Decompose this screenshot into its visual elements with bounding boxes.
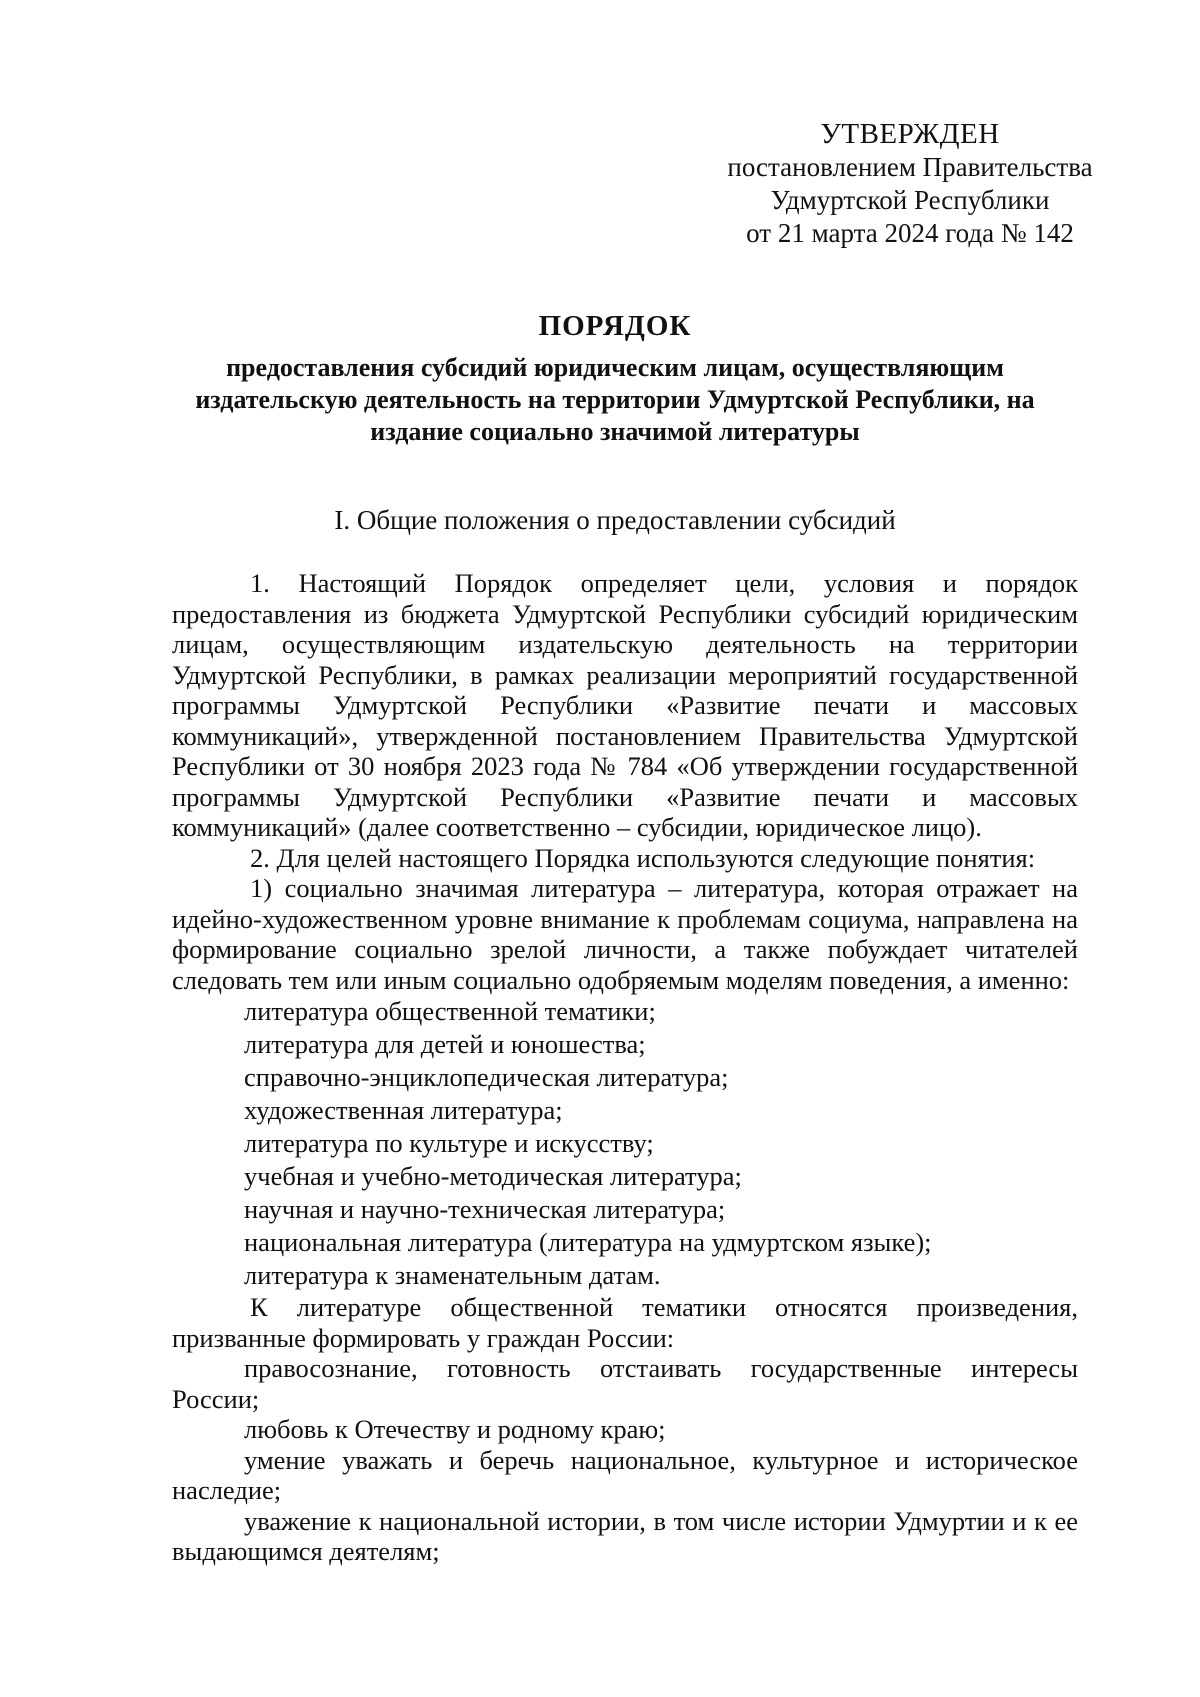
list-item: научная и научно-техническая литература;: [244, 1194, 726, 1224]
literature-types-list: [172, 995, 1078, 1292]
paragraph-1: 1. Настоящий Порядок определяет цели, условия и порядок предоставления из бюджета Удмуртской Республики субсидий юридическим лицам, осуществляющим издательскую деятельность на территории Удмуртской Республики, в рамках реализации мероприятий государственной программы Удмуртской Республики «Развитие печати и массовых коммуникаций», утвержденной постановлением Правительства Удмуртской Республики от 30 ноября 2023 года № 784 «Об утверждении государственной программы Удмуртской Республики «Развитие печати и массовых коммуникаций» (далее соответственно – субсидии, юридическое лицо).: [172, 568, 1078, 842]
title-subtitle: предоставления субсидий юридическим лицам, осуществляющим издательскую деятельность на территории Удмуртской Республики, на издание социально значимой литературы: [195, 353, 1035, 446]
list-item: любовь к Отечеству и родному краю;: [244, 1414, 666, 1444]
list-item: литература по культуре и искусству;: [244, 1128, 654, 1158]
list-item: справочно-энциклопедическая литература;: [244, 1062, 729, 1092]
list-item: правосознание, готовность отстаивать государственные интересы России;: [172, 1353, 1078, 1414]
list-item: национальная литература (литература на удмуртском языке);: [244, 1227, 932, 1257]
list-item: литература к знаменательным датам.: [244, 1260, 661, 1290]
list-item: уважение к национальной истории, в том числе истории Удмуртии и к ее выдающимся деятелям;: [172, 1505, 1078, 1566]
document-title: [150, 308, 1080, 448]
list-item: умение уважать и беречь национальное, культурное и историческое наследие;: [172, 1444, 1078, 1505]
list-item: литература общественной тематики;: [244, 996, 656, 1026]
paragraph-3: 1) социально значимая литература – литература, которая отражает на идейно-художественном уровне внимание к проблемам социума, направлена на формирование социально зрелой личности, а также побуждает читателей следовать тем или иным социально одобряемым моделям поведения, а именно:: [172, 873, 1078, 995]
paragraph-2: 2. Для целей настоящего Порядка используются следующие понятия:: [250, 842, 1036, 873]
list-item: литература для детей и юношества;: [244, 1029, 646, 1059]
title-main: ПОРЯДОК: [538, 310, 692, 342]
approval-line-3: от 21 марта 2024 года № 142: [746, 218, 1074, 248]
paragraph-4: К литературе общественной тематики относятся произведения, призванные формировать у граждан России:: [172, 1292, 1078, 1353]
approval-line-1: постановлением Правительства: [727, 152, 1093, 182]
civic-qualities-list: [172, 1353, 1078, 1567]
document-body: [172, 568, 1078, 1567]
approval-line-2: Удмуртской Республики: [770, 185, 1050, 215]
section-heading: I. Общие положения о предоставлении субсидий: [334, 505, 896, 535]
approval-stamp: [700, 118, 1120, 250]
approval-heading: УТВЕРЖДЕН: [820, 118, 1000, 150]
list-item: художественная литература;: [244, 1095, 563, 1125]
list-item: учебная и учебно-методическая литература;: [244, 1161, 742, 1191]
